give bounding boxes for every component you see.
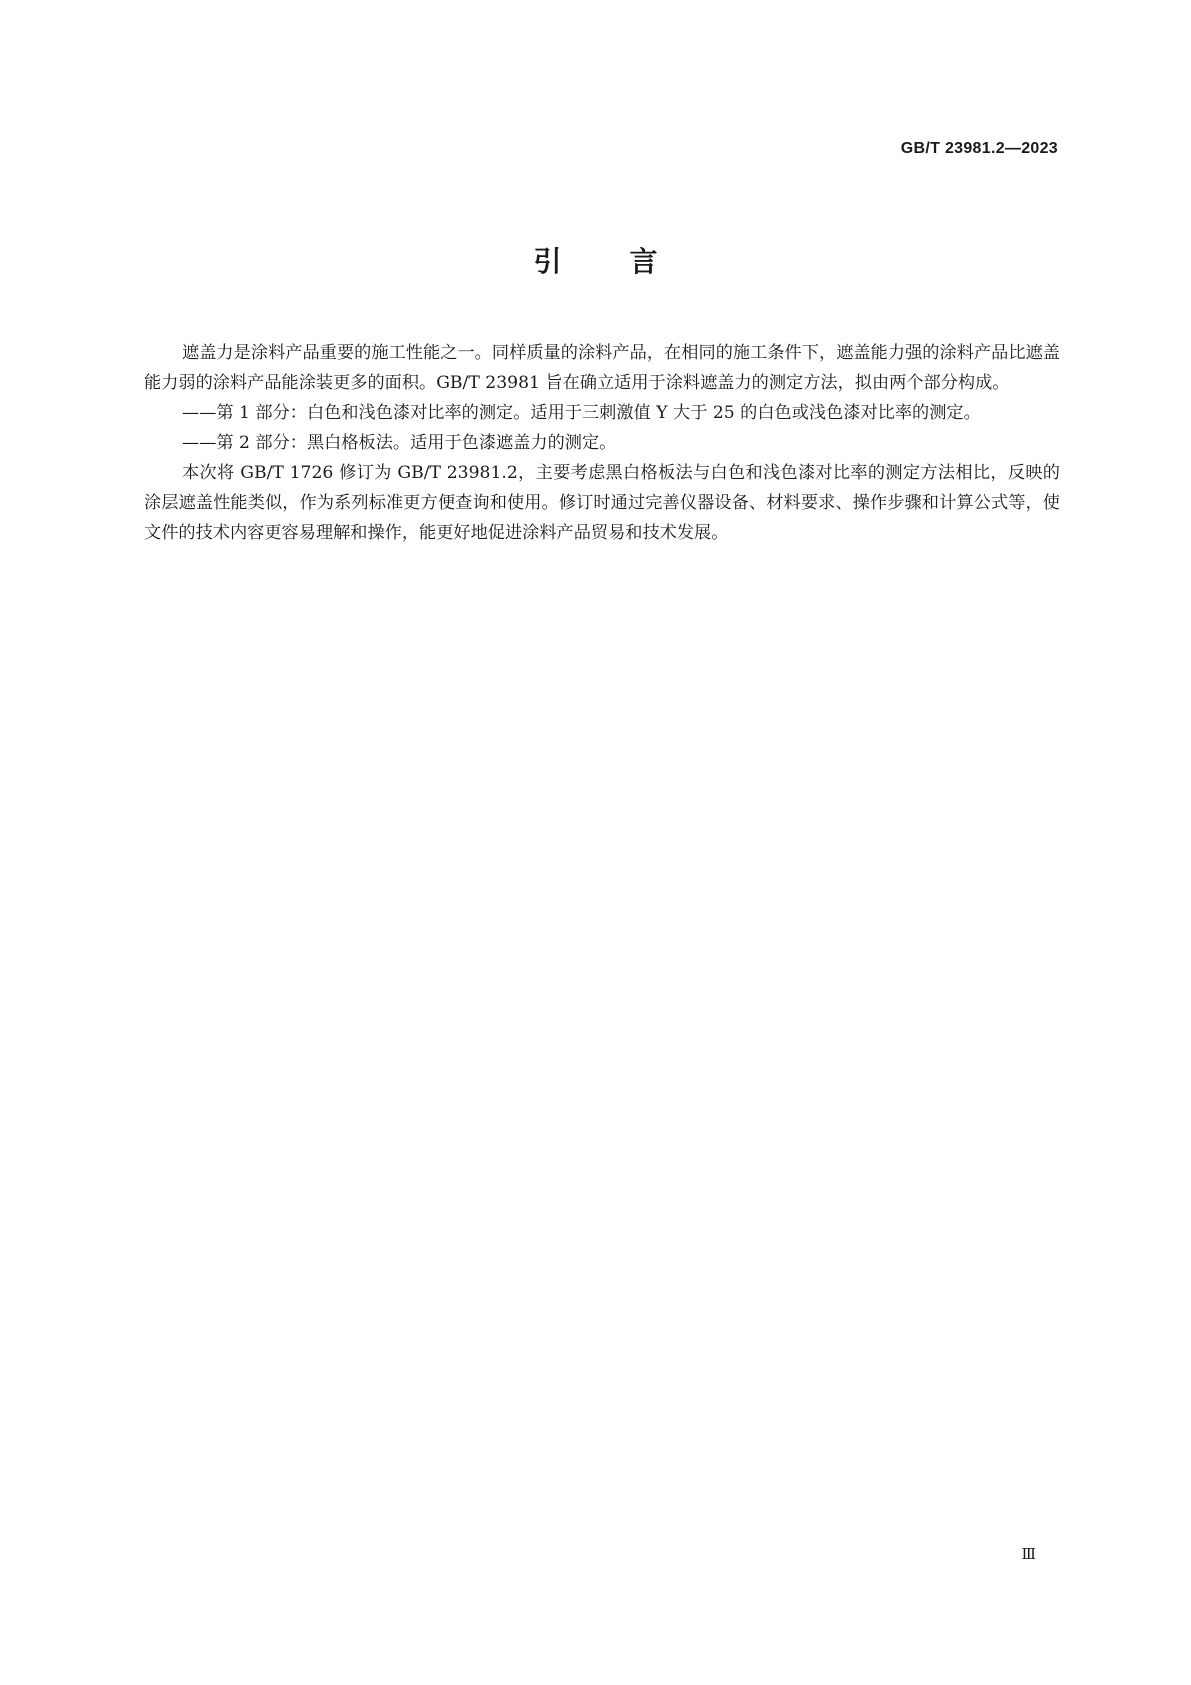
intro-paragraph-1: 遮盖力是涂料产品重要的施工性能之一。同样质量的涂料产品，在相同的施工条件下，遮盖能力强的涂料产品比遮盖能力弱的涂料产品能涂装更多的面积。GB/T 23981 旨在确立适用于涂料遮盖力的测定方法，拟由两个部分构成。 [144, 343, 1060, 393]
part-2-item: ——第 2 部分：黑白格板法。适用于色漆遮盖力的测定。 [182, 433, 617, 453]
part-1-item: ——第 1 部分：白色和浅色漆对比率的测定。适用于三刺激值 Y 大于 25 的白色或浅色漆对比率的测定。 [182, 403, 981, 423]
standard-number: GB/T 23981.2—2023 [900, 140, 1058, 157]
intro-paragraph-2: 本次将 GB/T 1726 修订为 GB/T 23981.2，主要考虑黑白格板法与白色和浅色漆对比率的测定方法相比，反映的涂层遮盖性能类似，作为系列标准更方便查询和使用。修订时通过完善仪器设备、材料要求、操作步骤和计算公式等，使文件的技术内容更容易理解和操作，能更好地促进涂料产品贸易和技术发展。 [144, 463, 1060, 543]
page-number: Ⅲ [1021, 1545, 1035, 1563]
page-title: 引言 [533, 245, 726, 278]
introduction-body [144, 338, 1060, 548]
